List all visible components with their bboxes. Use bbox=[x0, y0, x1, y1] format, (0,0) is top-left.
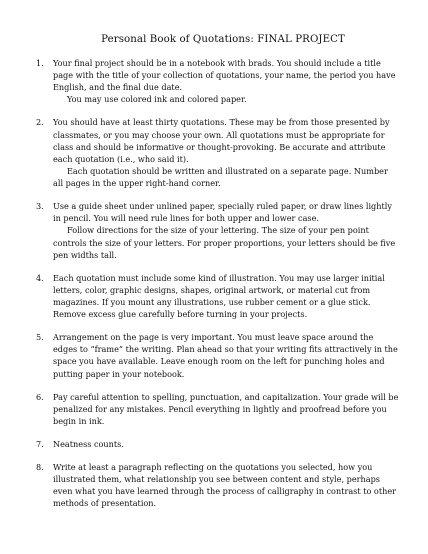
list-item bbox=[36, 116, 400, 189]
item-paragraph: Write at least a paragraph reflecting on the quotations you selected, how you illustrated them, what relationship you see between content and style, perhaps even what you have learned through the process of calligraphy in contrast to other methods of presentation. bbox=[53, 461, 397, 509]
item-number: 6. bbox=[36, 391, 44, 402]
list-item bbox=[36, 438, 400, 450]
list-item bbox=[36, 272, 400, 321]
item-paragraph: Neatness counts. bbox=[53, 438, 124, 449]
item-body bbox=[53, 438, 400, 450]
list-item bbox=[36, 57, 400, 106]
item-number: 3. bbox=[36, 201, 44, 212]
list-item bbox=[36, 200, 400, 261]
instruction-list bbox=[36, 57, 400, 509]
item-number: 1. bbox=[36, 58, 44, 68]
item-body bbox=[53, 391, 400, 427]
item-body bbox=[53, 272, 400, 321]
item-number: 5. bbox=[36, 332, 44, 343]
item-number: 4. bbox=[36, 272, 44, 283]
item-paragraph: Arrangement on the page is very important. You must leave space around the edges to “frame” the writing. Plan ahead so that your writing fits attractively in the space you have available. Leave enough room on the left for punching holes and putting paper in your notebook. bbox=[53, 332, 398, 379]
item-paragraph: You should have at least thirty quotations. These may be from those presented by classmates, or you may choose your own. All quotations must be appropriate for class and should be informative or thought-provoking. Be accurate and attribute each quotation (i.e., who said it). bbox=[53, 117, 390, 164]
item-paragraph: Each quotation must include some kind of illustration. You may use larger initial letters, color, graphic designs, shapes, original artwork, or material cut from magazines. If you mount any illustrations, use rubber cement or a glue stick. Remove excess glue carefully before turning in your projects. bbox=[53, 272, 385, 320]
page-title: Personal Book of Quotations: FINAL PROJECT bbox=[101, 34, 345, 45]
item-number: 2. bbox=[36, 117, 44, 128]
list-item bbox=[36, 461, 400, 510]
list-item bbox=[36, 331, 400, 380]
item-body bbox=[53, 331, 400, 380]
item-body bbox=[53, 57, 400, 106]
item-paragraph: Use a guide sheet under unlined paper, specially ruled paper, or draw lines lightly in pencil. You will need rule lines for both upper and lower case. bbox=[53, 201, 392, 224]
item-body bbox=[53, 461, 400, 510]
item-number: 7. bbox=[36, 438, 44, 449]
list-item bbox=[36, 391, 400, 427]
item-paragraph: You may use colored ink and colored paper. bbox=[67, 94, 247, 105]
item-body bbox=[53, 116, 400, 189]
item-body bbox=[53, 200, 400, 261]
item-paragraph: Follow directions for the size of your lettering. The size of your pen point controls the size of your letters. For proper proportions, your letters should be five pen widths tall. bbox=[53, 225, 396, 260]
item-paragraph: Pay careful attention to spelling, punctuation, and capitalization. Your grade will be penalized for any mistakes. Pencil everything in lightly and proofread before you begin in ink. bbox=[53, 391, 399, 426]
item-paragraph: Each quotation should be written and illustrated on a separate page. Number all pages in the upper right-hand corner. bbox=[53, 166, 388, 189]
item-number: 8. bbox=[36, 461, 44, 472]
item-paragraph: Your final project should be in a notebook with brads. You should include a title page with the title of your collection of quotations, your name, the period you have English, and the final due date. bbox=[53, 58, 396, 93]
